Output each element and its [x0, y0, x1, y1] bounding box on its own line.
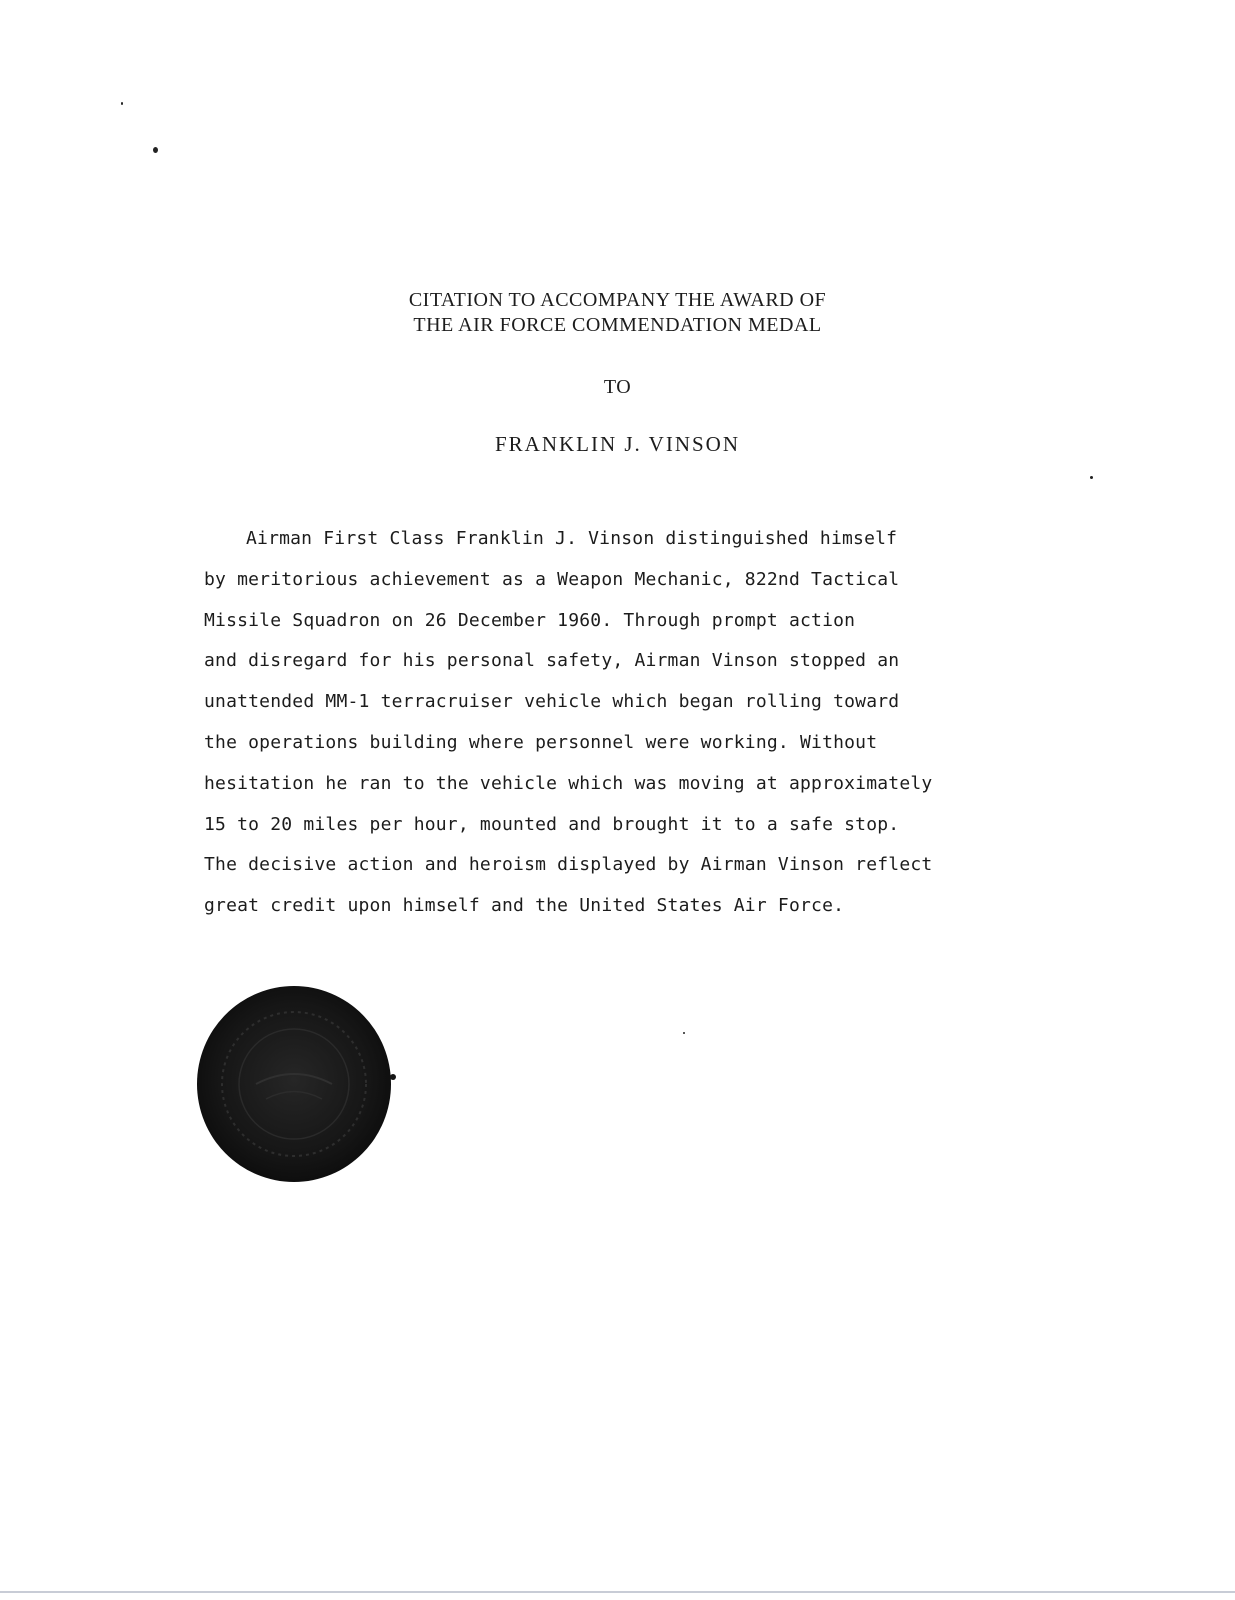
- citation-line: hesitation he ran to the vehicle which was moving at approximately: [204, 772, 933, 794]
- scan-edge-line: [0, 1591, 1235, 1593]
- citation-header: [0, 288, 1235, 457]
- embossed-seal-icon: [196, 984, 396, 1184]
- citation-line: 15 to 20 miles per hour, mounted and brought it to a safe stop.: [204, 813, 900, 835]
- citation-line: The decisive action and heroism displayed by Airman Vinson reflect: [204, 854, 933, 876]
- scan-speck: [153, 147, 158, 153]
- scan-speck: [121, 102, 123, 105]
- citation-line: Missile Squadron on 26 December 1960. Through prompt action: [204, 609, 856, 631]
- citation-line: the operations building where personnel were working. Without: [204, 731, 878, 753]
- title-line-1: CITATION TO ACCOMPANY THE AWARD OF: [408, 289, 827, 311]
- scan-speck: [1090, 476, 1093, 479]
- scan-speck: [683, 1032, 685, 1034]
- citation-body: [204, 519, 1044, 927]
- citation-line: great credit upon himself and the United States Air Force.: [204, 895, 845, 917]
- recipient-name: FRANKLIN J. VINSON: [494, 432, 741, 456]
- citation-line: unattended MM-1 terracruiser vehicle which began rolling toward: [204, 691, 900, 713]
- citation-line: by meritorious achievement as a Weapon Mechanic, 822nd Tactical: [204, 568, 900, 590]
- to-line: TO: [603, 376, 632, 398]
- title-line-2: THE AIR FORCE COMMENDATION MEDAL: [413, 314, 822, 336]
- citation-line: and disregard for his personal safety, Airman Vinson stopped an: [204, 650, 900, 672]
- citation-line: Airman First Class Franklin J. Vinson distinguished himself: [246, 528, 898, 549]
